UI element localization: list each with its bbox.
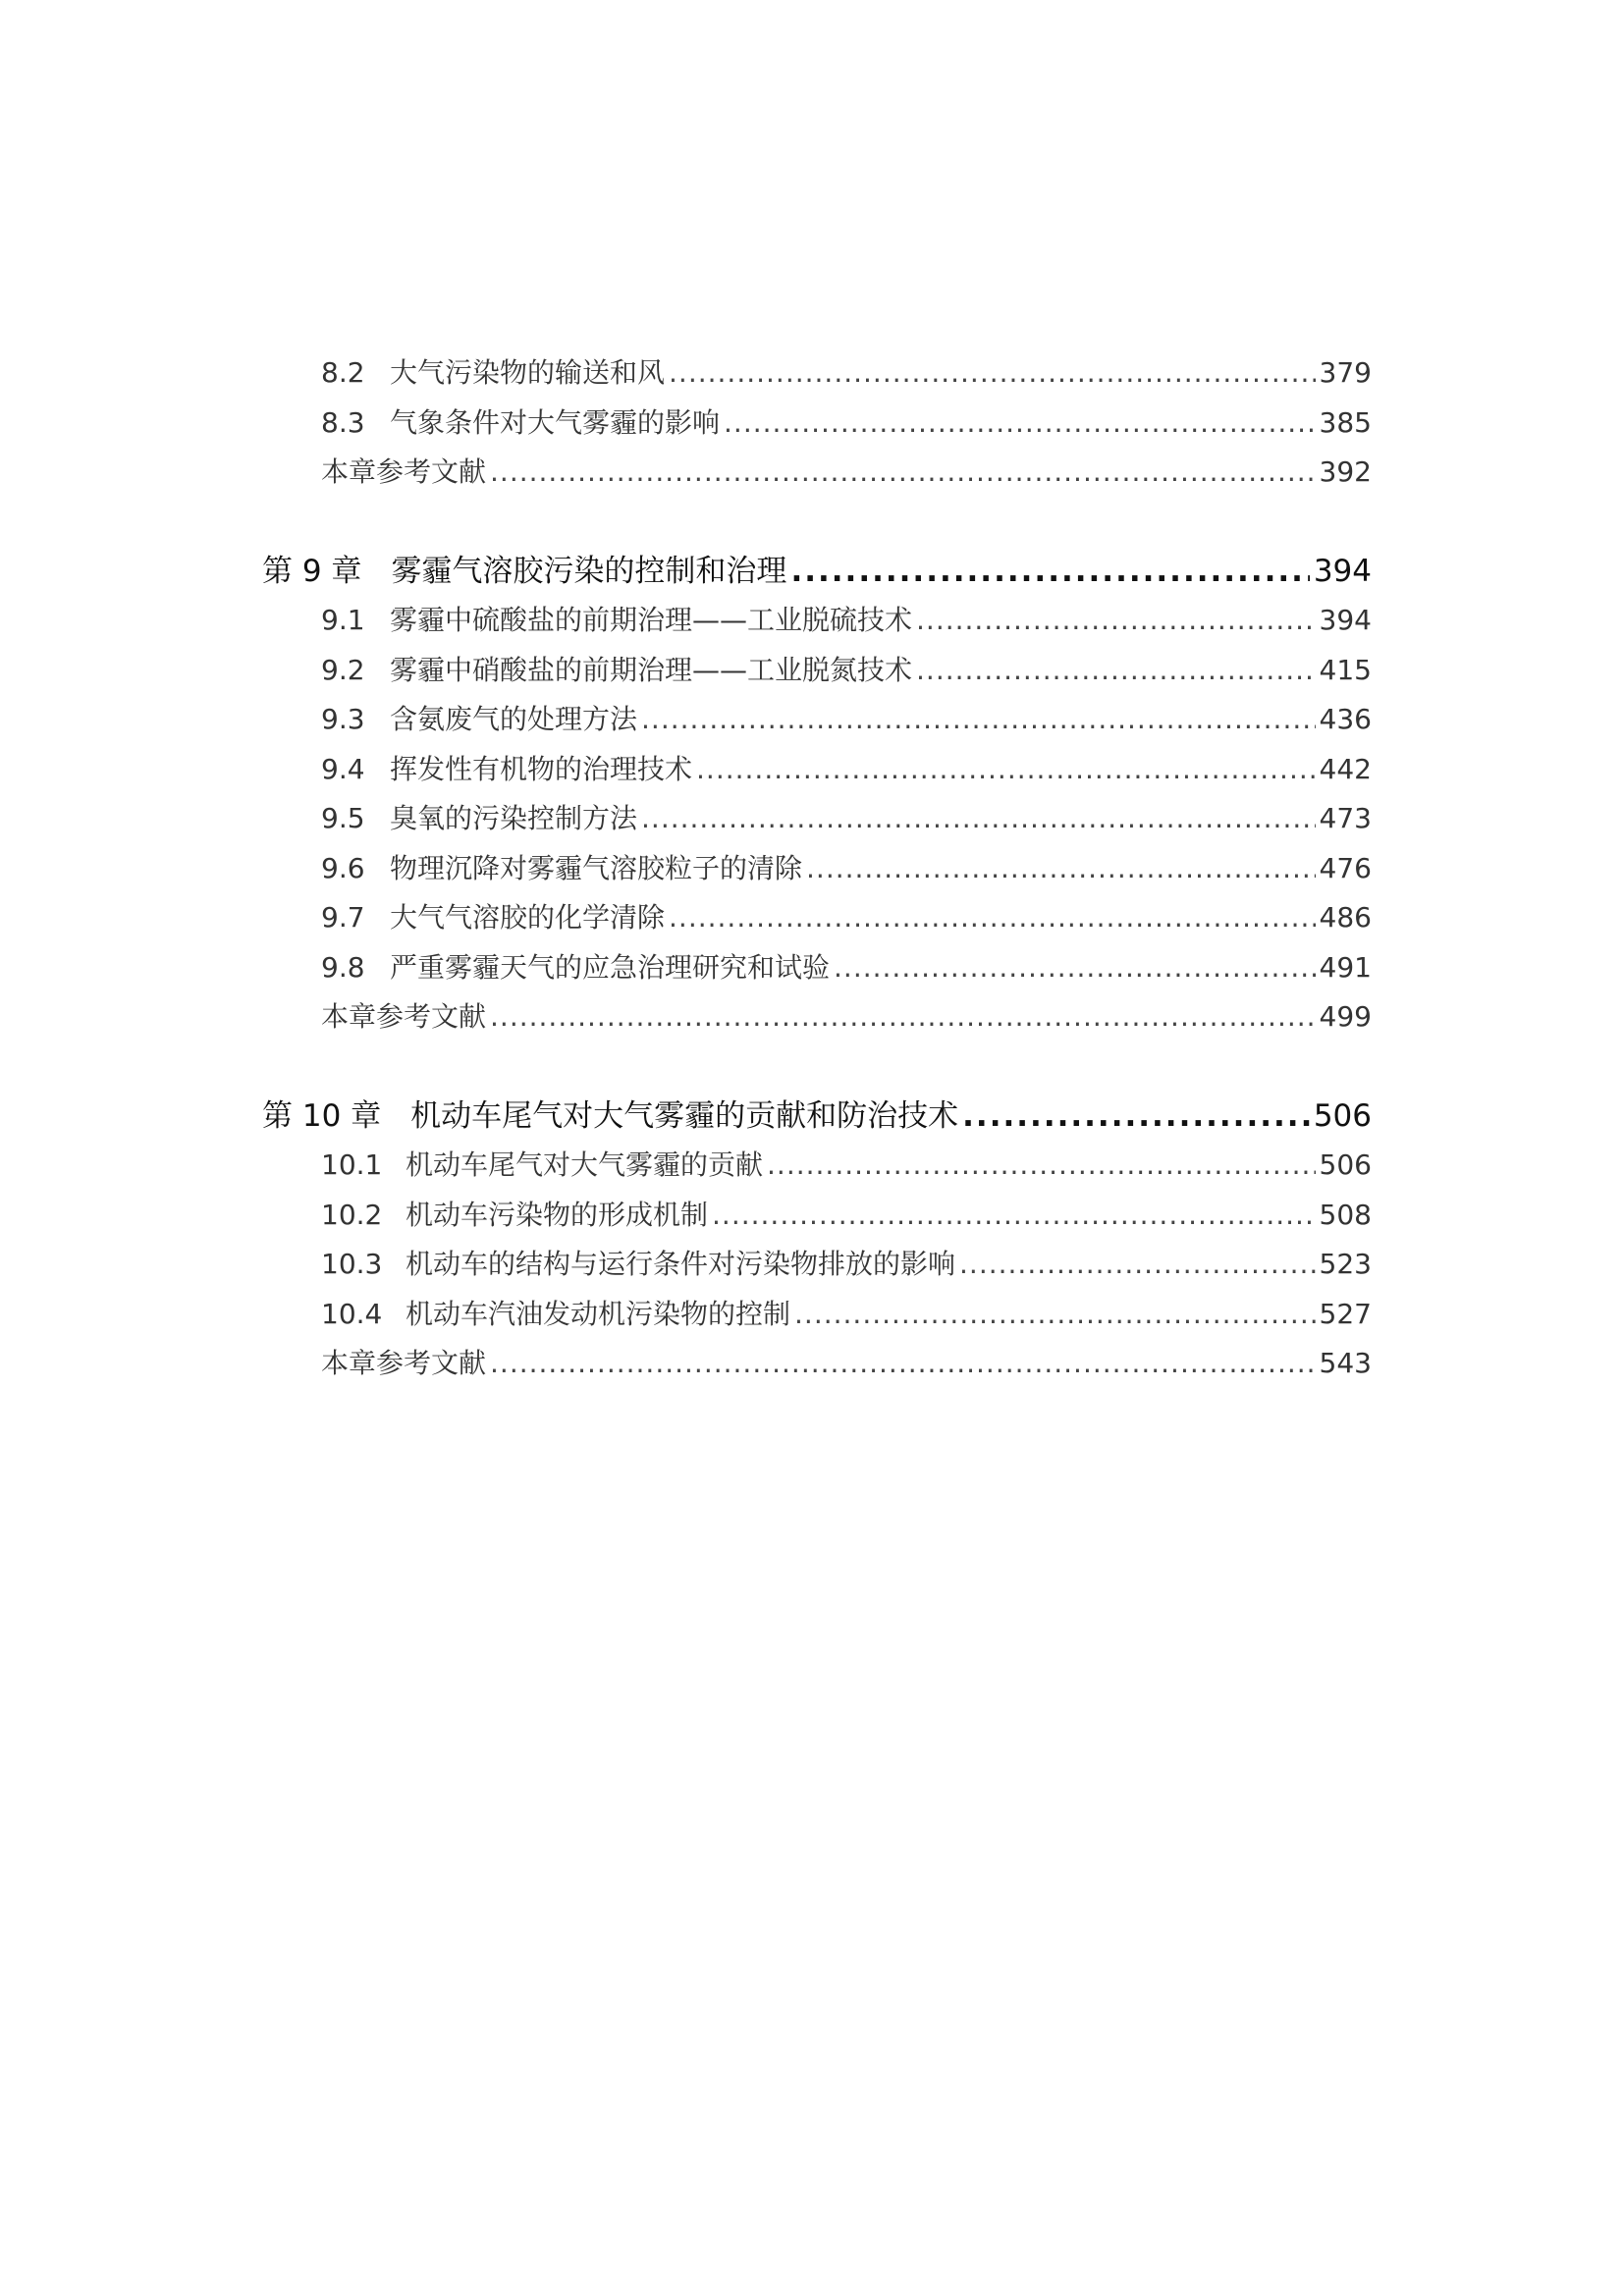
toc-entry-title: 雾霾中硫酸盐的前期治理——工业脱硫技术 [390, 604, 913, 636]
dot-leader [916, 596, 1316, 646]
toc-entry-title: 气象条件对大气雾霾的影响 [390, 405, 721, 439]
toc-chapter-heading[interactable] [262, 1092, 1372, 1142]
toc-entry[interactable] [262, 646, 1372, 696]
toc-entry-page: 486 [1319, 901, 1372, 934]
dot-leader [806, 844, 1316, 894]
dot-leader [790, 547, 1309, 597]
toc-entry[interactable] [262, 1141, 1372, 1191]
toc-entry-title: 挥发性有机物的治理技术 [390, 752, 693, 785]
toc-entry-page: 415 [1319, 653, 1372, 686]
dot-leader [959, 1240, 1316, 1290]
toc-entry-title: 严重雾霾天气的应急治理研究和试验 [390, 950, 831, 984]
toc-entry-title: 机动车汽油发动机污染物的控制 [406, 1297, 791, 1330]
toc-entry-page: 476 [1319, 851, 1372, 884]
toc-entry-number: 9.5 [321, 802, 365, 834]
toc-entry[interactable] [262, 695, 1372, 745]
toc-entry-number: 9.8 [321, 950, 365, 984]
dot-leader [916, 646, 1316, 696]
dot-leader [962, 1092, 1310, 1142]
toc-entry-number: 10.4 [321, 1297, 383, 1330]
toc-entry-title: 含氨废气的处理方法 [390, 703, 638, 735]
toc-entry[interactable] [262, 399, 1372, 449]
toc-entry-page: 527 [1319, 1297, 1372, 1330]
toc-entry-number: 10.2 [321, 1198, 383, 1231]
toc-entry-number: 9.7 [321, 901, 365, 934]
toc-entry-number: 10.3 [321, 1248, 383, 1280]
toc-entry-title: 机动车的结构与运行条件对污染物排放的影响 [406, 1248, 956, 1280]
toc-entry-title: 本章参考文献 [321, 455, 487, 488]
dot-leader [669, 348, 1316, 399]
chapter-title: 雾霾气溶胶污染的控制和治理 [391, 553, 787, 589]
toc-entry-page: 379 [1319, 356, 1372, 389]
dot-leader [724, 399, 1316, 449]
toc-entry-title: 本章参考文献 [321, 1347, 487, 1379]
toc-entry-page: 499 [1319, 1000, 1372, 1033]
toc-entry[interactable] [262, 794, 1372, 844]
dot-leader [696, 745, 1316, 795]
toc-chapter-heading[interactable] [262, 547, 1372, 597]
chapter-number: 第 10 章 [262, 1097, 382, 1134]
toc-entry[interactable] [262, 844, 1372, 894]
toc-entry-number: 9.2 [321, 653, 365, 686]
toc-entry-title: 大气气溶胶的化学清除 [390, 901, 666, 934]
dot-leader [767, 1141, 1316, 1191]
toc-entry-number: 9.6 [321, 851, 365, 884]
toc-entry-number: 9.4 [321, 752, 365, 785]
toc-entry-page: 473 [1319, 802, 1372, 834]
toc-entry-page: 508 [1319, 1198, 1372, 1231]
chapter-title: 机动车尾气对大气雾霾的贡献和防治技术 [410, 1097, 959, 1134]
toc-entry[interactable] [262, 348, 1372, 399]
toc-entry[interactable] [262, 1290, 1372, 1340]
toc-entry[interactable] [262, 596, 1372, 646]
dot-leader [794, 1290, 1316, 1340]
toc-entry-number: 9.1 [321, 604, 365, 636]
toc-entry-title: 臭氧的污染控制方法 [390, 802, 638, 834]
toc-entry-page: 436 [1319, 703, 1372, 735]
toc-entry-references[interactable] [262, 1339, 1372, 1389]
toc-entry-references[interactable] [262, 992, 1372, 1042]
dot-leader [712, 1191, 1316, 1241]
toc-entry-title: 雾霾中硝酸盐的前期治理——工业脱氮技术 [390, 653, 913, 686]
toc-entry[interactable] [262, 943, 1372, 993]
dot-leader [669, 893, 1316, 943]
toc-entry-number: 10.1 [321, 1148, 383, 1181]
toc-entry-page: 491 [1319, 950, 1372, 984]
dot-leader [490, 992, 1316, 1042]
toc-entry-page: 392 [1319, 455, 1372, 488]
toc-entry-page: 523 [1319, 1248, 1372, 1280]
toc-entry-title: 本章参考文献 [321, 1000, 487, 1033]
dot-leader [641, 695, 1316, 745]
toc-entry-page: 385 [1319, 405, 1372, 439]
dot-leader [641, 794, 1316, 844]
toc-entry-title: 机动车污染物的形成机制 [406, 1198, 709, 1231]
toc-entry-page: 394 [1319, 604, 1372, 636]
toc-entry[interactable] [262, 893, 1372, 943]
toc-entry-references[interactable] [262, 448, 1372, 498]
toc-entry-number: 8.3 [321, 405, 365, 439]
toc-entry-page: 442 [1319, 752, 1372, 785]
toc-entry-number: 9.3 [321, 703, 365, 735]
toc-entry[interactable] [262, 1191, 1372, 1241]
chapter-page: 394 [1313, 553, 1372, 589]
dot-leader [834, 943, 1316, 993]
toc-entry-number: 8.2 [321, 356, 365, 389]
toc-entry-title: 物理沉降对雾霾气溶胶粒子的清除 [390, 851, 803, 884]
dot-leader [490, 448, 1316, 498]
toc-entry-page: 543 [1319, 1347, 1372, 1379]
toc-entry[interactable] [262, 1240, 1372, 1290]
section-gap [262, 1042, 1372, 1092]
table-of-contents [262, 348, 1372, 1389]
toc-entry[interactable] [262, 745, 1372, 795]
toc-entry-title: 大气污染物的输送和风 [390, 356, 666, 389]
dot-leader [490, 1339, 1316, 1389]
toc-entry-page: 506 [1319, 1148, 1372, 1181]
toc-entry-title: 机动车尾气对大气雾霾的贡献 [406, 1148, 764, 1181]
section-gap [262, 498, 1372, 547]
chapter-page: 506 [1313, 1097, 1372, 1134]
chapter-number: 第 9 章 [262, 553, 362, 589]
